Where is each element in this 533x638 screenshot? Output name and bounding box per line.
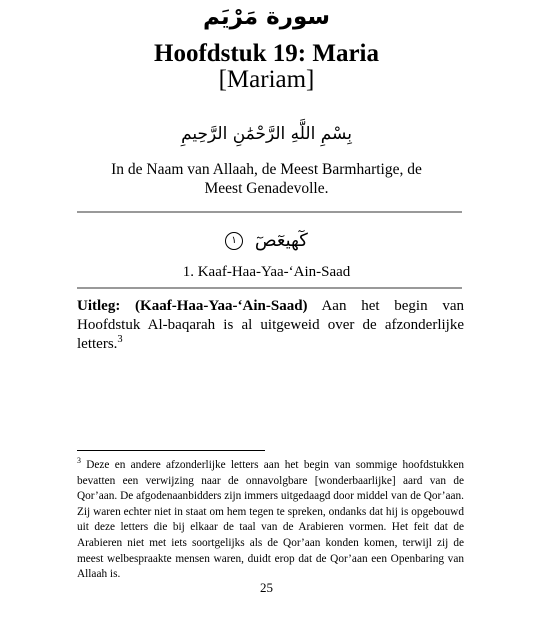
explanation-text: Aan het begin van Hoofdstuk Al-baqarah is al uitgeweid over de afzonderlijke letters. [77,298,464,352]
divider-top [77,211,462,213]
page-number: 25 [260,580,273,595]
footnote-text: Deze en andere afzonderlijke letters aan het begin van sommige hoofdstukken bevatten een verwijzing naar de onnavolgbare [wonderbaarlijke] aard van de Qor’aan. De afgodenaanbidders zijn immers uitgedaagd door middel van de Qor’aan. Zij waren echter niet in staat om hem tegen te spreken, ondanks dat hij is opgebouwd uit deze letters die bij elkaar de taal van de Arabieren vormen. Het feit dat de Arabieren niet met iets soortgelijks als de Qor’aan konden komen, terwijl zij de meest welbespraakte mensen waren, duidt erop dat de Qor’aan een Openbaring van Allaah is. [77,459,464,581]
footnote-reference[interactable]: 3 [117,334,123,345]
arabic-chapter-title: سورة مَرْيَم [202,4,331,30]
explanation-label: Uitleg: (Kaaf-Haa-Yaa-‘Ain-Saad) [77,298,308,314]
footnote [77,458,464,583]
footnote-marker: 3 [77,456,81,466]
verse-arabic-text: كٓهيعٓصٓ [254,230,308,251]
verse-number-marker: ١ [225,232,243,250]
divider-bottom [77,287,462,289]
verse-translation: 1. Kaaf-Haa-Yaa-‘Ain-Saad [182,264,351,280]
basmala-translation: In de Naam van Allaah, de Meest Barmhartige, de Meest Genadevolle. [111,161,422,197]
basmala-arabic: بِسْمِ اللَّهِ الرَّحْمَٰنِ الرَّحِيمِ [181,124,352,144]
chapter-subtitle: [Mariam] [218,66,315,93]
verse-arabic [0,230,533,251]
footnote-separator [77,450,265,451]
chapter-title: Hoofdstuk 19: Maria [154,40,379,67]
explanation-paragraph [77,297,464,354]
